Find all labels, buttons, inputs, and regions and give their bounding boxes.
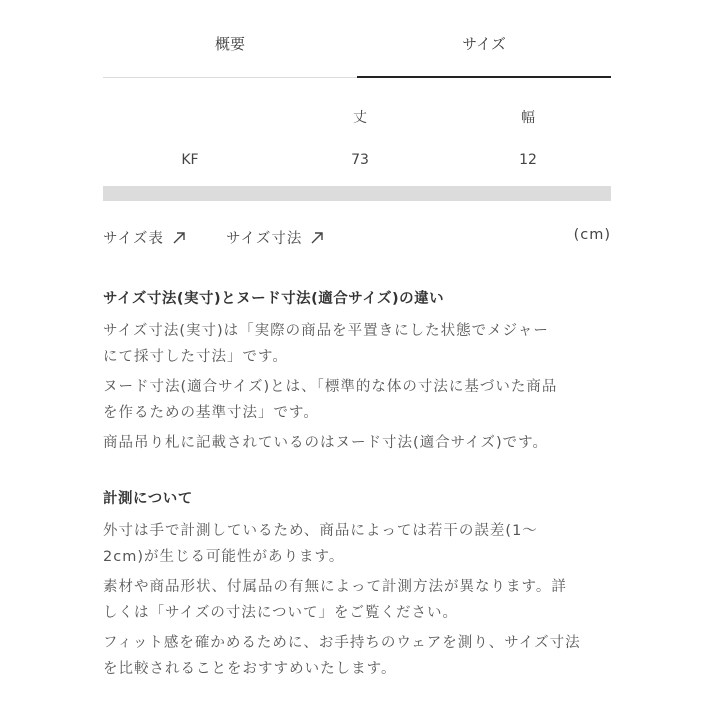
row-label: KF	[181, 152, 199, 168]
unit-label: (cm)	[573, 227, 611, 243]
column-header-width: 幅	[521, 110, 535, 126]
size-difference-section	[103, 287, 618, 460]
measurement-section	[103, 487, 618, 686]
size-chart-link[interactable]	[103, 227, 186, 248]
size-difference-title: サイズ寸法(実寸)とヌード寸法(適合サイズ)の違い	[103, 291, 445, 307]
measurement-paragraph: 素材や商品形状、付属品の有無によって計測方法が異なります。詳 しくは「サイズの寸法について」をご覧ください。	[103, 579, 567, 621]
size-chart-link-label: サイズ表	[103, 231, 164, 247]
measurement-paragraph: 外寸は手で計測しているため、商品によっては若干の誤差(1〜 2cm)が生じる可能性があります。	[103, 523, 538, 565]
cell-width-value: 12	[519, 152, 537, 168]
size-measure-link-label: サイズ寸法	[226, 231, 303, 247]
size-difference-paragraph: サイズ寸法(実寸)は「実際の商品を平置きにした状態でメジャー にて採寸した寸法」です。	[103, 323, 549, 365]
cell-length-value: 73	[351, 152, 369, 168]
measurement-paragraph: フィット感を確かめるために、お手持ちのウェアを測り、サイズ寸法 を比較されることをおすすめいたします。	[103, 635, 581, 677]
arrow-up-right-icon	[172, 231, 186, 245]
size-difference-paragraph: 商品吊り札に記載されているのはヌード寸法(適合サイズ)です。	[103, 435, 548, 451]
size-difference-paragraph: ヌード寸法(適合サイズ)とは、「標準的な体の寸法に基づいた商品 を作るための基準寸法」です。	[103, 379, 558, 421]
measurement-title: 計測について	[103, 491, 193, 507]
tab-overview[interactable]: 概要	[214, 35, 245, 53]
size-panel	[103, 0, 611, 261]
size-measure-link[interactable]	[226, 227, 324, 248]
table-scrollbar[interactable]	[103, 186, 611, 201]
tab-bar	[103, 0, 611, 78]
arrow-up-right-icon	[310, 231, 324, 245]
column-header-length: 丈	[353, 110, 367, 126]
size-links-row	[103, 221, 611, 261]
tab-size[interactable]: サイズ	[357, 0, 611, 77]
size-table	[103, 78, 611, 186]
